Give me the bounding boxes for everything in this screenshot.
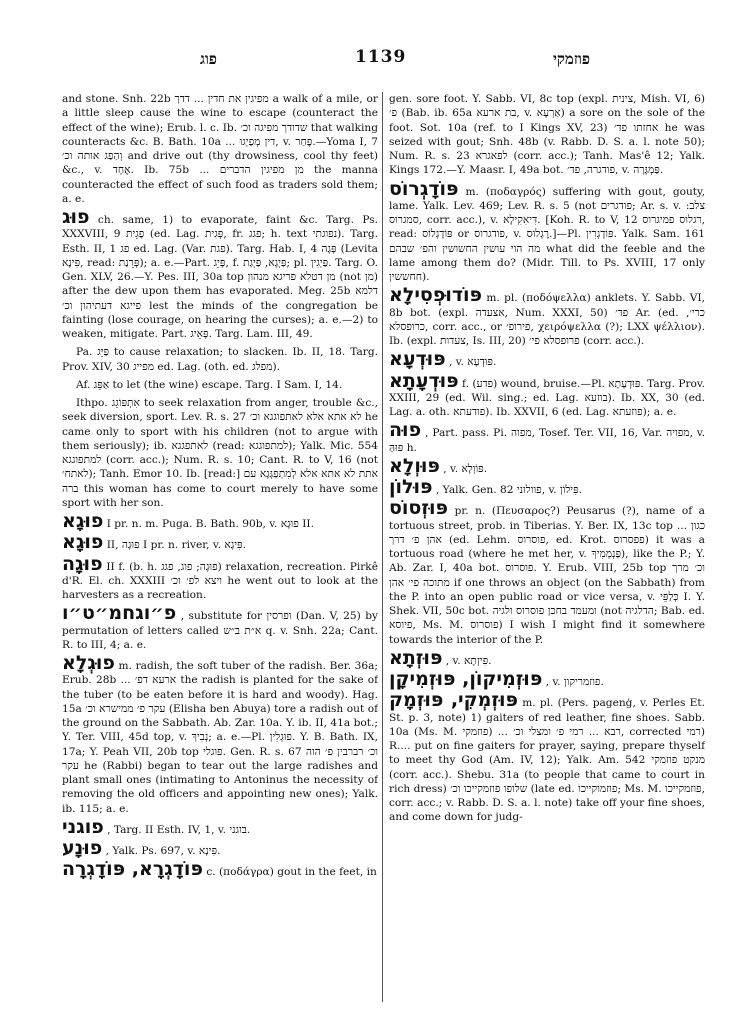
headword: פּוּזְסוֹס: [389, 497, 448, 520]
headword: פּוּוְלָא: [389, 454, 440, 477]
dictionary-entry: [62, 552, 378, 603]
entry-text: II, פוּגָה I pr. n. river, v. פִּיגָא.: [106, 539, 246, 552]
dictionary-entry: [389, 454, 705, 477]
headword: פּוֹדוּפְסִילָא: [389, 284, 483, 307]
headword: פוּגָא: [62, 531, 104, 554]
entry-continuation: [389, 92, 705, 178]
headword: פוּגָא: [62, 510, 104, 532]
headword: פּוֹדָגְרוֹס: [389, 177, 459, 200]
entry-text: m. (ποδαγρός) suffering with gout, gouty, lame. Yalk. Lev. 469; Lev. R. s. 5 (not פודגרים; Ar. s. v. צלב: סמגרוס, corr. acc.), v. דִּיאִקִילָא. [Koh. R. to V, 12 רגלוס פמיגרוס, read: פּוֹדָגְלוֹס or פודגרוס, v. רֶגְלוּס.]—Pl. פּוֹדָגְרִין. Yalk. Sam. 161 מה הוי עושין החשושין והפ׳ שבהם what did the feeble and the lame among them do? (Midr. Till. to Ps. XVIII, 17 only חחששין).: [389, 185, 705, 283]
entry-text: and stone. Snh. 22b מפיגין את חדין ... דדך a walk of a mile, or a little sleep cause the wine to escape (counteract the effect of the wine); Erub. l. c. Ib. שדודך מפיגה וכ׳ that walking counteracts &c. B. Bath. 10a ... דין מְפַיְגוּ, v. פֶּחַר.—Yoma I, 7 וְהַפַג אותה וכ׳ and drive out (thy drowsiness, cool thy feet) &c., v. אֶחָד. Ib. 75b ... מן מפיגין הדברים the manna counteracted the effect of such food as traders sold them; a. e.: [62, 93, 378, 205]
dictionary-entry: [389, 668, 705, 690]
entry-text: , v. פּוּדְעָא.: [449, 356, 497, 369]
headword: פּוּדְעָתָא: [389, 369, 459, 392]
entry-continuation: [62, 92, 378, 206]
entry-text: , substitute for ופרסין (Dan. V, 25) by permutation of letters called א״ת ב״ש q. v. Snh. 22a; Cant. R. to III, 4; a. e.: [62, 610, 378, 651]
dictionary-entry: [389, 348, 705, 371]
entry-text: II f. (b. h. פוּגָה; פוג, פגג) relaxation, recreation. Pirkê d'R. El. ch. XXXIII ויצא לפ׳ וכ׳ he went out to look at the harvesters as a recreation.: [62, 560, 378, 601]
entry-text: , v. פִּיזְתָא.: [445, 654, 492, 667]
dictionary-entry: [389, 497, 705, 647]
headword: פּוּזְמְקִי, פּוּזְמָק: [389, 689, 518, 712]
entry-text: pr. n. (Πευσαρος?) Peusarus (?), name of a tortuous street, prob. in Tiberias. Y. Ber. IX, 13c top ... כגון אהן פ׳ דרך (ed. Lehm. פוסרוס, ed. Krot. פפסרוס) it was a tortuous road (where he met her, v. פַּנְמְמִיךָ), like the P.; Y. Ab. Zar. I, 40a bot. פוסרוס. Y. Erub. VIII, 25b top וכ׳ מרך מתוכה פי׳ אהן if one throws an object (on the Sabbath) from the P. into an open public road or vice versa, v. כְּלַפֵּי I. Y. Shek. VII, 50c bot. ומעמד בחכן פוסרוס ולגיה (not הדלגיה; Bab. ed. פיוסא, Ms. M. פוסרוס) I wish I might find it somewhere towards the interior of the P.: [389, 505, 705, 646]
header-right-word: פוזמקי: [552, 50, 590, 68]
running-header: [60, 47, 720, 74]
entry-text: c. (ποδάγρα) gout in the feet, in: [206, 866, 377, 879]
headword: פוּג: [62, 206, 90, 228]
entry-text: , v. פּוֹוְלָא.: [443, 462, 488, 475]
page-number: 1139: [355, 47, 407, 67]
entry-text: , Yalk. Ps. 697, v. פִּינָא.: [105, 845, 221, 857]
entry-text: gen. sore foot. Y. Sabb. VI, 8c top (expl. צינית, Mish. VI, 6) פ׳ (Bab. ib. 65a בת ארעא, v. אַרְעָא) a sore on the sole of the foot. Sot. 10a (ref. to I Kings XV, 23) אחזתו פד׳ he was seized with gout; Snh. 48b (v. Rabb. D. S. a. l. note 50); Num. R. s. 23 לפאגרא (corr. acc.); Tanh. Mas'ê 12; Yalk. Kings 172.—Y. Maasr. I, 49a bot. פודגרה, פד׳, v. פַּמְגָּרָה.: [389, 93, 705, 177]
dictionary-entry: [62, 206, 378, 341]
entry-text: Af. אַפֵּג to let (the wine) escape. Targ. I Sam. I, 14.: [76, 378, 343, 391]
dictionary-entry: [62, 510, 378, 532]
column-divider: [382, 92, 383, 1002]
dictionary-entry: [62, 531, 378, 554]
dictionary-entry: [62, 815, 378, 838]
dictionary-entry: [389, 177, 705, 285]
headword: פּוּזְמִיקוֹן, פּוּזְמִיקָן: [389, 668, 543, 690]
headword: פוּגָה: [62, 552, 103, 575]
headword: פּוּדְעָא: [389, 348, 446, 371]
right-column: [389, 92, 705, 1012]
entry-text: I pr. n. m. Puga. B. Bath. 90b, v. פוּגָא II.: [106, 518, 314, 530]
dictionary-entry: [62, 602, 378, 652]
headword: פוּגְלָא: [62, 652, 115, 674]
entry-text: , Yalk. Gen. 82 פוולוני, v. פִּילוֹן.: [435, 484, 582, 496]
headword: פוּה: [389, 419, 422, 442]
headword: פּוּזְתָא: [389, 646, 443, 669]
entry-text: m. radish, the soft tuber of the radish. Ber. 36a; Erub. 28b ... ארעא דפ׳ the radish is planted for the sake of the tuber (to be eaten before it is hard and woody). Hag. 15a עקר פ׳ ממישרא וכ׳ (Elisha ben Abuya) tore a radish out of the ground on the Sabbath. Ab. Zar. 10a. Y. ib. II, 41a bot.; Y. Ter. VIII, 45d top, v. נְבִיךְ; a. e.—Pl. פוּגְלִין. Y. B. Bath. IX, 17a; Y. Peah VII, 20b top פוגלי. Gen. R. s. 67 וכ׳ רברבין פ׳ הוה עקר he (Rabbi) began to tear out the large radishes and plant small ones (intimating to Antoninus the necessity of removing the old officers and appointing new ones); Yalk. ib. 115; a. e.: [62, 660, 378, 815]
headword: פוּנָע: [62, 837, 103, 859]
headword: פוגני: [62, 815, 104, 838]
dictionary-entry: [62, 378, 378, 392]
entry-text: , Targ. II Esth. IV, 1, v. בוגני.: [107, 823, 251, 836]
dictionary-entry: [62, 837, 378, 859]
dictionary-entry: [389, 369, 705, 420]
left-column: [62, 92, 378, 1012]
dictionary-entry: [62, 396, 378, 510]
dictionary-entry: [389, 476, 705, 498]
dictionary-entry: [62, 345, 378, 374]
headword: פ״וגחמ״ט״ו: [62, 602, 177, 625]
entry-text: m. pl. (Pers. pagenġ, v. Perles Et. St. p. 3, note) 1) gaiters of red leather, fine shoes. Sabb. 10a (Ms. M. פוזמקי) ... רבא ... רמי פ׳ ומצלי וכ׳, corrected רמי) R.... put on fine gaiters for prayer, saying, prepare thyself to meet thy God (Am. IV, 12); Yalk. Am. 542 מנקט פוזמקי (corr. acc.). Shebu. 31a (to people that came to court in rich dress) שלופו פוזמקייכו וכ׳ (late ed. פוזמוקייכו; Ms. M. פוזמקייכו, corr. acc.; v. Rabb. D. S. a. l. note) take off your fine shoes, and come down for judg-: [389, 697, 705, 824]
headword: פּוֹדָגְרָא, פּוֹדָגְרָה: [62, 858, 203, 881]
dictionary-entry: [62, 652, 378, 816]
headword: פּוּלוֹן: [389, 476, 433, 498]
entry-text: Pa. פַּיֵּג to cause relaxation; to slacken. Ib. II, 18. Targ. Prov. XIV, 30 מפייג ed. Lag. (oth. ed. מפלג).: [62, 346, 378, 373]
entry-text: Ithpo. אִתְפּוֹגֵג to seek relaxation from anger, trouble &c., seek diversion, sport. Lev. R. s. 27 לא אתא אלא לאתפוגגא וכ׳ he came only to sport with his children (not to argue with them seriously); ib. לאתפגגא (read: למתפוגגא); Yalk. Mic. 554 למתפוגגא (corr. acc.); Num. R. s. 10; Cant. R. to V, 16 (not לאתח׳); Tanh. Emor 10. Ib. [read:] אתת לא אתא אלא לְמִתְפַגְּגָא עם ברה this woman has come to court merely to have some sport with her son.: [62, 397, 378, 509]
dictionary-entry: [389, 689, 705, 824]
entry-text: m. pl. (ποδόψελλα) anklets. Y. Sabb. VI, 8b bot. (expl. אצעדה, Num. XXXI, 50) פד׳ Ar. (ed. כרי׳, כרופסלא, corr. acc., or פירופ׳, χειρόψελλα (?); LXX ψέλλιον). Ib. (expl. צעדות, Is. III, 20) פרופסלא פי׳ (corr. acc.).: [389, 292, 705, 347]
dictionary-entry: [62, 858, 378, 881]
entry-text: , v. פוזמריקון.: [545, 676, 604, 688]
dictionary-entry: [389, 646, 705, 669]
dictionary-entry: [389, 284, 705, 348]
entry-text: f. (פדע) wound, bruise.—Pl. פּוּדְעָתָא. Targ. Prov. XXIII, 29 (ed. Wil. sing.; ed. Lag. בוזעא). Ib. XX, 30 (ed. Lag. a. oth. פודעתא). Ib. XXVII, 6 (ed. Lag. פוזעתא); a. e.: [389, 377, 705, 418]
header-left-word: פוג: [200, 50, 217, 68]
entry-text: ch. same, 1) to evaporate, faint &c. Targ. Ps. XXXVIII, 9 פָגֵית (ed. Lag. פְּגִית, fr. פגג; h. text נפוגתי). Targ. Esth. II, 1 פג ed. Lag. (Var. פגת). Targ. Hab. I, 4 פָּגָה (Levita פִּינָא, read: פְּרֵנַת); a. e.—Part. פָּיֵג, f. פַּיְגָא, פַּיְגַת; pl. פַּיְגִין. Targ. O. Gen. XLV, 26.—Y. Pes. III, 30a top מן דטלא פריגא מנהון (not מן) after the dew upon them has evaporated. Meg. 25b דלמא פייגא דעתיהון וכ׳ lest the minds of the congregation be fainting (lose courage, on hearing the curses); a. e.—2) to weaken, mitigate. Part. פָּאֵיג. Targ. Lam. III, 49.: [62, 214, 378, 340]
entry-text: , Part. pass. Pi. מפוה, Tosef. Ter. VII, 16, Var. מפויה, v. פּוּהַּ h.: [389, 427, 705, 454]
dictionary-entry: [389, 419, 705, 455]
